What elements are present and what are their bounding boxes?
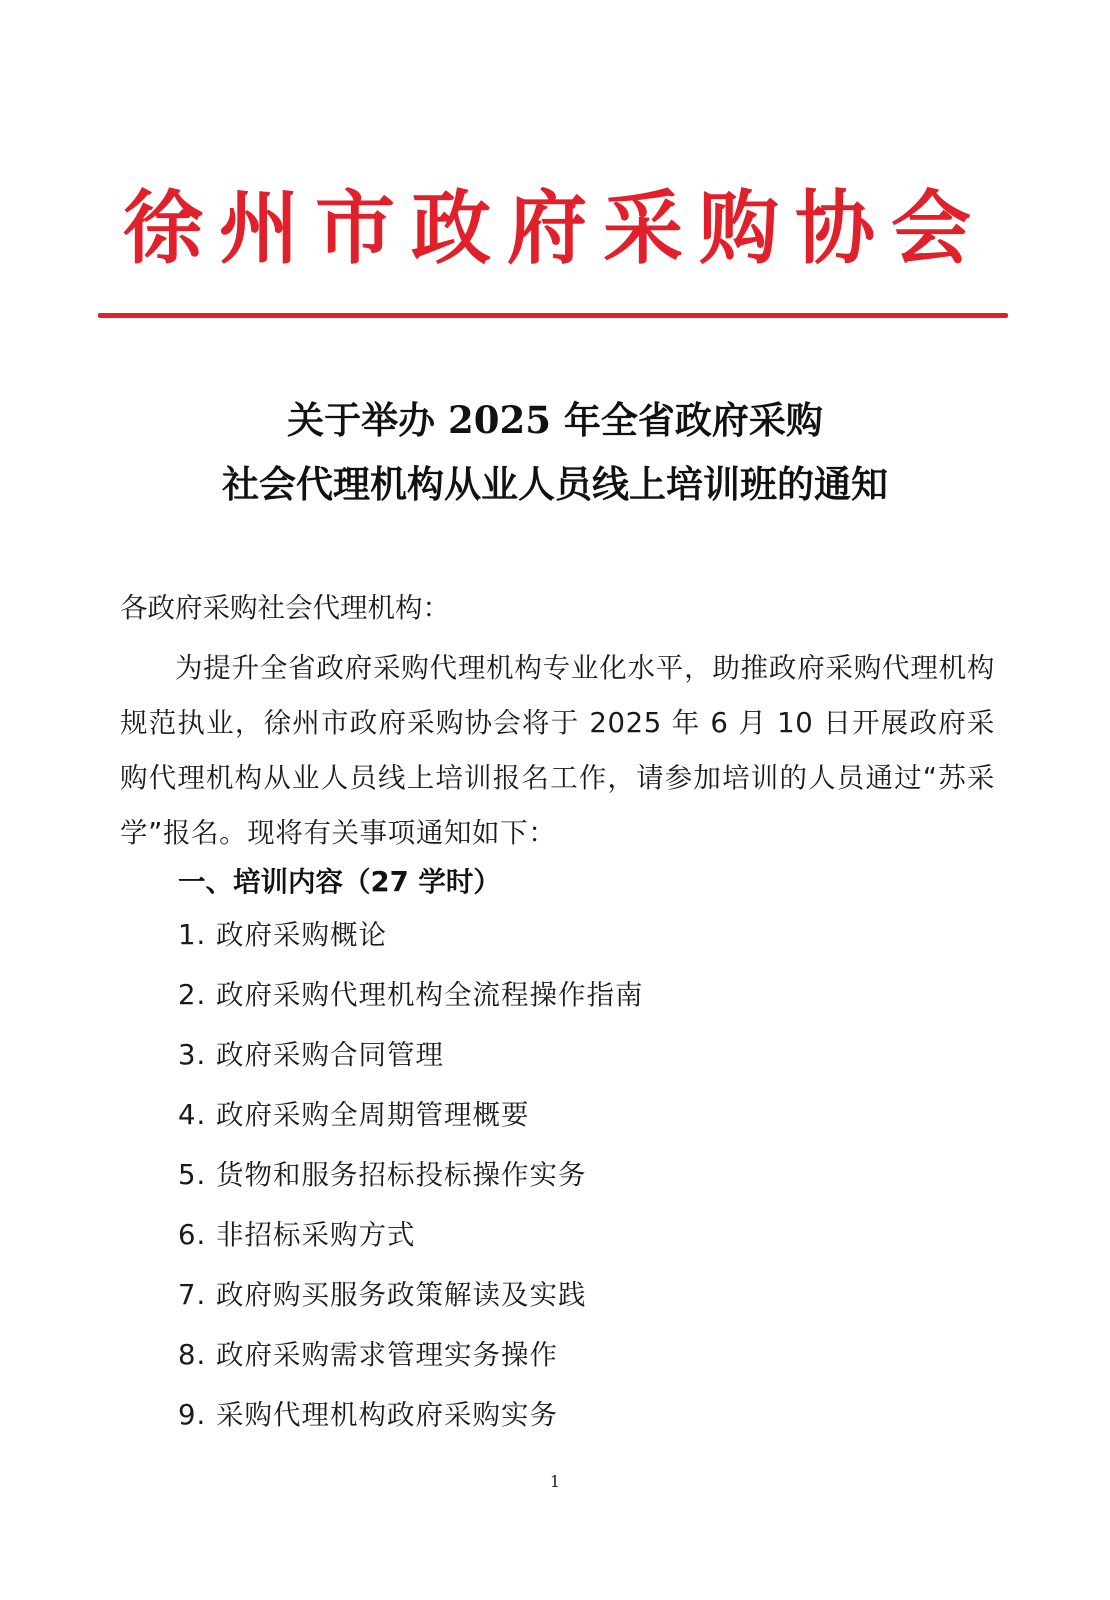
course-list-item: 8. 政府采购需求管理实务操作 [178, 1339, 558, 1371]
notice-title-line-2: 社会代理机构从业人员线上培训班的通知 [222, 462, 888, 506]
page-number: 1 [549, 1472, 561, 1491]
course-list-item: 4. 政府采购全周期管理概要 [178, 1099, 530, 1131]
section-heading-training-content: 一、培训内容（27 学时） [178, 866, 501, 898]
course-list-item: 6. 非招标采购方式 [178, 1219, 416, 1251]
intro-paragraph: 为提升全省政府采购代理机构专业化水平，助推政府采购代理机构规范执业，徐州市政府采购协会将于 2025 年 6 月 10 日开展政府采购代理机构从业人员线上培训报名工作，请参加培训的人员通过“苏采学”报名。现将有关事项通知如下： [120, 652, 995, 849]
course-list [178, 905, 978, 1445]
salutation: 各政府采购社会代理机构： [120, 592, 450, 624]
course-list-item: 2. 政府采购代理机构全流程操作指南 [178, 979, 644, 1011]
notice-title-line-1: 关于举办 2025 年全省政府采购 [287, 398, 823, 442]
letterhead-organization-name: 徐州市政府采购协会 [123, 181, 987, 275]
course-list-item: 3. 政府采购合同管理 [178, 1039, 444, 1071]
letterhead-red-divider [98, 313, 1008, 318]
course-list-item: 5. 货物和服务招标投标操作实务 [178, 1159, 587, 1191]
course-list-item: 1. 政府采购概论 [178, 919, 387, 951]
course-list-item: 7. 政府购买服务政策解读及实践 [178, 1279, 587, 1311]
course-list-item: 9. 采购代理机构政府采购实务 [178, 1399, 558, 1431]
notice-title [60, 388, 1050, 516]
